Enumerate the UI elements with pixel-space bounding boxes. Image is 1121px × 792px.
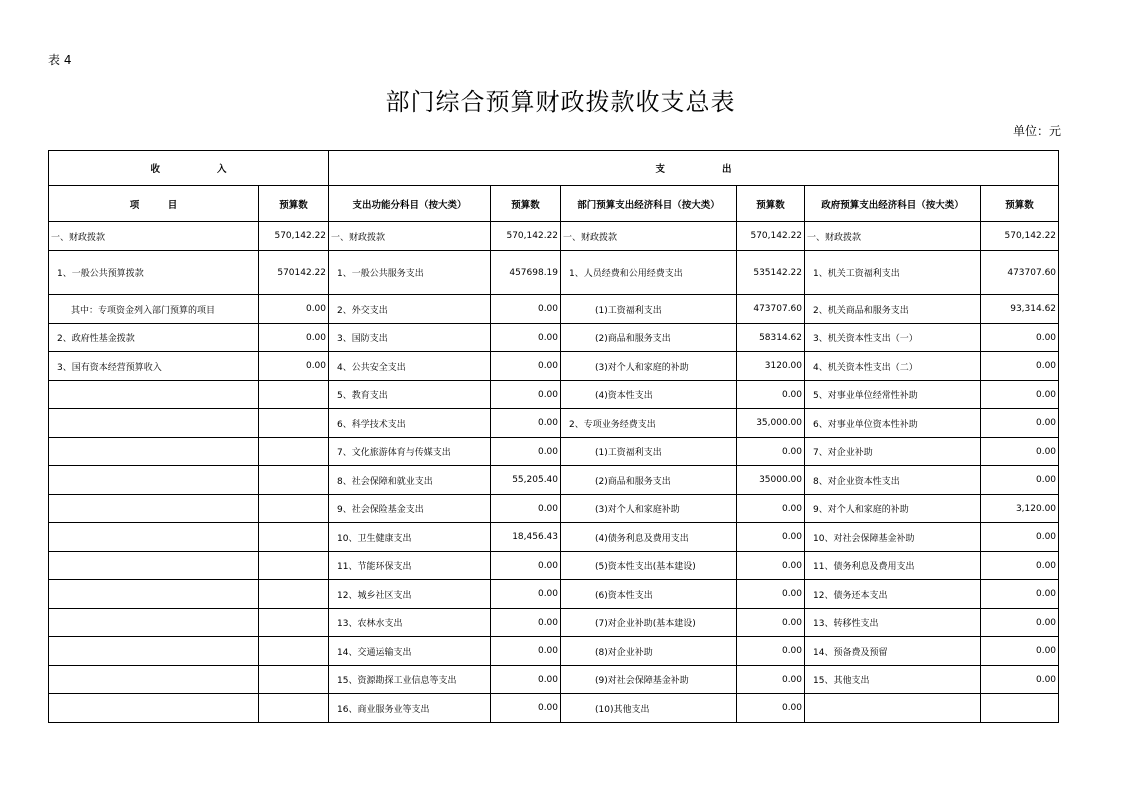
income-budget-cell	[259, 580, 329, 609]
gov-econ-item-cell: 4、机关资本性支出（二）	[805, 352, 981, 381]
income-item-cell: 其中：专项资金列入部门预算的项目	[49, 295, 259, 324]
col-budget-header: 预算数	[259, 186, 329, 222]
gov-econ-item-cell: 13、转移性支出	[805, 609, 981, 637]
dept-econ-budget-cell: 0.00	[737, 381, 805, 409]
func-item-cell: 7、文化旅游体育与传媒支出	[329, 438, 491, 466]
func-budget-cell: 0.00	[491, 324, 561, 352]
table-row	[49, 552, 1059, 580]
func-item-cell: 10、卫生健康支出	[329, 523, 491, 552]
income-budget-cell: 0.00	[259, 295, 329, 324]
header-row-columns	[49, 186, 1059, 222]
func-budget-cell: 0.00	[491, 637, 561, 666]
dept-econ-item-cell: (9)对社会保障基金补助	[561, 666, 737, 694]
func-item-cell: 2、外交支出	[329, 295, 491, 324]
gov-econ-budget-cell: 0.00	[981, 438, 1059, 466]
gov-econ-item-cell: 7、对企业补助	[805, 438, 981, 466]
gov-econ-item-cell: 5、对事业单位经常性补助	[805, 381, 981, 409]
dept-econ-budget-cell: 473707.60	[737, 295, 805, 324]
col-func-header: 支出功能分科目（按大类）	[329, 186, 491, 222]
gov-econ-budget-cell: 0.00	[981, 324, 1059, 352]
income-budget-cell	[259, 438, 329, 466]
func-item-cell: 14、交通运输支出	[329, 637, 491, 666]
dept-econ-budget-cell: 0.00	[737, 609, 805, 637]
income-item-cell	[49, 637, 259, 666]
func-budget-cell: 0.00	[491, 381, 561, 409]
func-item-cell: 13、农林水支出	[329, 609, 491, 637]
func-budget-cell: 0.00	[491, 694, 561, 723]
gov-econ-item-cell: 2、机关商品和服务支出	[805, 295, 981, 324]
gov-econ-budget-cell: 0.00	[981, 352, 1059, 381]
table-row	[49, 381, 1059, 409]
func-item-cell: 3、国防支出	[329, 324, 491, 352]
dept-econ-budget-cell: 0.00	[737, 637, 805, 666]
table-row	[49, 251, 1059, 295]
income-item-cell	[49, 466, 259, 495]
table-row	[49, 295, 1059, 324]
income-item-cell	[49, 580, 259, 609]
func-budget-cell: 0.00	[491, 409, 561, 438]
income-item-cell: 2、政府性基金拨款	[49, 324, 259, 352]
dept-econ-budget-cell: 0.00	[737, 552, 805, 580]
income-item-cell: 1、一般公共预算拨款	[49, 251, 259, 295]
gov-econ-budget-cell: 0.00	[981, 637, 1059, 666]
col-budget-header: 预算数	[981, 186, 1059, 222]
gov-econ-budget-cell: 0.00	[981, 523, 1059, 552]
dept-econ-item-cell: (4)债务利息及费用支出	[561, 523, 737, 552]
dept-econ-item-cell: 1、人员经费和公用经费支出	[561, 251, 737, 295]
income-budget-cell	[259, 694, 329, 723]
income-budget-cell	[259, 523, 329, 552]
income-budget-cell	[259, 466, 329, 495]
income-item-cell	[49, 523, 259, 552]
dept-econ-budget-cell: 0.00	[737, 666, 805, 694]
func-item-cell: 12、城乡社区支出	[329, 580, 491, 609]
income-header: 收 入	[49, 151, 329, 186]
gov-econ-item-cell: 3、机关资本性支出（一）	[805, 324, 981, 352]
unit-label: 单位：元	[1012, 124, 1061, 138]
income-budget-cell: 0.00	[259, 324, 329, 352]
table-row	[49, 324, 1059, 352]
page-title: 部门综合预算财政拨款收支总表	[385, 88, 736, 116]
func-item-cell: 6、科学技术支出	[329, 409, 491, 438]
func-budget-cell: 457698.19	[491, 251, 561, 295]
func-budget-cell: 18,456.43	[491, 523, 561, 552]
dept-econ-budget-cell: 0.00	[737, 694, 805, 723]
gov-econ-budget-cell: 0.00	[981, 466, 1059, 495]
gov-econ-item-cell: 一、财政拨款	[805, 222, 981, 251]
gov-econ-budget-cell: 3,120.00	[981, 495, 1059, 523]
gov-econ-item-cell: 6、对事业单位资本性补助	[805, 409, 981, 438]
col-item-header: 项 目	[49, 186, 259, 222]
table-row	[49, 637, 1059, 666]
dept-econ-item-cell: (1)工资福利支出	[561, 295, 737, 324]
func-budget-cell: 0.00	[491, 352, 561, 381]
dept-econ-item-cell: (7)对企业补助(基本建设)	[561, 609, 737, 637]
func-item-cell: 11、节能环保支出	[329, 552, 491, 580]
dept-econ-budget-cell: 0.00	[737, 523, 805, 552]
income-budget-cell: 570,142.22	[259, 222, 329, 251]
dept-econ-item-cell: (5)资本性支出(基本建设)	[561, 552, 737, 580]
func-item-cell: 16、商业服务业等支出	[329, 694, 491, 723]
func-budget-cell: 0.00	[491, 609, 561, 637]
func-budget-cell: 0.00	[491, 295, 561, 324]
func-item-cell: 15、资源勘探工业信息等支出	[329, 666, 491, 694]
dept-econ-item-cell: 2、专项业务经费支出	[561, 409, 737, 438]
income-item-cell	[49, 609, 259, 637]
dept-econ-budget-cell: 0.00	[737, 495, 805, 523]
func-budget-cell: 0.00	[491, 580, 561, 609]
dept-econ-budget-cell: 0.00	[737, 438, 805, 466]
expense-header: 支 出	[329, 151, 1059, 186]
table-number: 表 4	[48, 53, 72, 67]
income-budget-cell	[259, 409, 329, 438]
func-budget-cell: 570,142.22	[491, 222, 561, 251]
header-row-group	[49, 151, 1059, 186]
func-budget-cell: 0.00	[491, 438, 561, 466]
table-row	[49, 580, 1059, 609]
col-budget-header: 预算数	[737, 186, 805, 222]
gov-econ-budget-cell	[981, 694, 1059, 723]
gov-econ-item-cell: 8、对企业资本性支出	[805, 466, 981, 495]
income-item-cell	[49, 666, 259, 694]
col-budget-header: 预算数	[491, 186, 561, 222]
dept-econ-item-cell: 一、财政拨款	[561, 222, 737, 251]
gov-econ-item-cell: 1、机关工资福利支出	[805, 251, 981, 295]
gov-econ-item-cell: 14、预备费及预留	[805, 637, 981, 666]
table-row	[49, 222, 1059, 251]
dept-econ-budget-cell: 35000.00	[737, 466, 805, 495]
dept-econ-budget-cell: 0.00	[737, 580, 805, 609]
col-gov-econ-header: 政府预算支出经济科目（按大类）	[805, 186, 981, 222]
income-item-cell	[49, 409, 259, 438]
table-row	[49, 694, 1059, 723]
func-budget-cell: 0.00	[491, 552, 561, 580]
table-row	[49, 466, 1059, 495]
func-item-cell: 1、一般公共服务支出	[329, 251, 491, 295]
income-item-cell	[49, 552, 259, 580]
dept-econ-item-cell: (4)资本性支出	[561, 381, 737, 409]
gov-econ-budget-cell: 0.00	[981, 409, 1059, 438]
table-row	[49, 409, 1059, 438]
func-budget-cell: 0.00	[491, 495, 561, 523]
table-row	[49, 495, 1059, 523]
col-dept-econ-header: 部门预算支出经济科目（按大类）	[561, 186, 737, 222]
income-item-cell	[49, 438, 259, 466]
gov-econ-budget-cell: 0.00	[981, 609, 1059, 637]
gov-econ-budget-cell: 570,142.22	[981, 222, 1059, 251]
dept-econ-item-cell: (2)商品和服务支出	[561, 466, 737, 495]
gov-econ-item-cell	[805, 694, 981, 723]
income-budget-cell	[259, 381, 329, 409]
table-row	[49, 666, 1059, 694]
dept-econ-budget-cell: 535142.22	[737, 251, 805, 295]
func-item-cell: 8、社会保障和就业支出	[329, 466, 491, 495]
func-item-cell: 一、财政拨款	[329, 222, 491, 251]
income-item-cell	[49, 381, 259, 409]
income-budget-cell: 570142.22	[259, 251, 329, 295]
gov-econ-budget-cell: 0.00	[981, 552, 1059, 580]
dept-econ-item-cell: (6)资本性支出	[561, 580, 737, 609]
dept-econ-item-cell: (3)对个人和家庭的补助	[561, 352, 737, 381]
dept-econ-item-cell: (8)对企业补助	[561, 637, 737, 666]
dept-econ-budget-cell: 35,000.00	[737, 409, 805, 438]
gov-econ-item-cell: 9、对个人和家庭的补助	[805, 495, 981, 523]
income-budget-cell	[259, 495, 329, 523]
gov-econ-budget-cell: 0.00	[981, 666, 1059, 694]
gov-econ-item-cell: 15、其他支出	[805, 666, 981, 694]
gov-econ-budget-cell: 473707.60	[981, 251, 1059, 295]
income-item-cell: 一、财政拨款	[49, 222, 259, 251]
table-row	[49, 523, 1059, 552]
income-budget-cell	[259, 552, 329, 580]
income-budget-cell	[259, 666, 329, 694]
table-row	[49, 438, 1059, 466]
func-budget-cell: 55,205.40	[491, 466, 561, 495]
income-item-cell	[49, 694, 259, 723]
func-item-cell: 9、社会保险基金支出	[329, 495, 491, 523]
gov-econ-item-cell: 10、对社会保障基金补助	[805, 523, 981, 552]
income-item-cell	[49, 495, 259, 523]
gov-econ-budget-cell: 93,314.62	[981, 295, 1059, 324]
dept-econ-item-cell: (3)对个人和家庭补助	[561, 495, 737, 523]
dept-econ-budget-cell: 58314.62	[737, 324, 805, 352]
income-item-cell: 3、国有资本经营预算收入	[49, 352, 259, 381]
table-row	[49, 609, 1059, 637]
dept-econ-item-cell: (1)工资福利支出	[561, 438, 737, 466]
income-budget-cell: 0.00	[259, 352, 329, 381]
income-budget-cell	[259, 609, 329, 637]
gov-econ-item-cell: 12、债务还本支出	[805, 580, 981, 609]
income-budget-cell	[259, 637, 329, 666]
func-budget-cell: 0.00	[491, 666, 561, 694]
dept-econ-budget-cell: 3120.00	[737, 352, 805, 381]
budget-table	[48, 150, 1059, 723]
gov-econ-budget-cell: 0.00	[981, 580, 1059, 609]
func-item-cell: 5、教育支出	[329, 381, 491, 409]
table-row	[49, 352, 1059, 381]
gov-econ-item-cell: 11、债务利息及费用支出	[805, 552, 981, 580]
dept-econ-item-cell: (2)商品和服务支出	[561, 324, 737, 352]
func-item-cell: 4、公共安全支出	[329, 352, 491, 381]
dept-econ-item-cell: (10)其他支出	[561, 694, 737, 723]
gov-econ-budget-cell: 0.00	[981, 381, 1059, 409]
dept-econ-budget-cell: 570,142.22	[737, 222, 805, 251]
